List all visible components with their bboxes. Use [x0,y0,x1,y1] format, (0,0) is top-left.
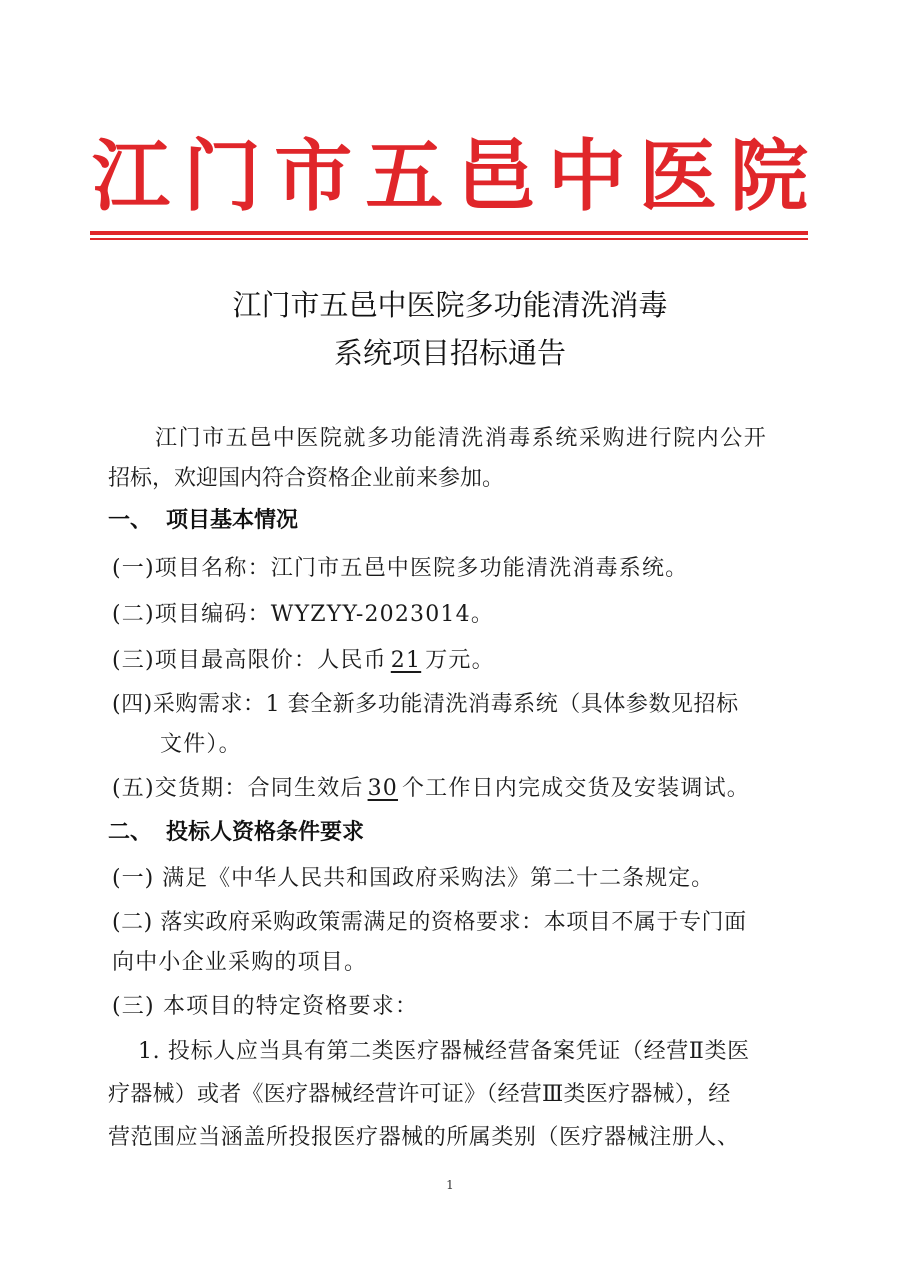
section-2-title: 投标人资格条件要求 [166,820,365,845]
budget-value: 21 [390,648,422,673]
letterhead-char: 门 [183,131,262,222]
section-2-number: 二、 [108,820,153,845]
letterhead-char: 市 [274,131,353,222]
letterhead-rule-thick [90,231,808,235]
section-1-item-1: (一)项目名称：江门市五邑中医院多功能清洗消毒系统。 [112,556,689,581]
letterhead-char: 院 [729,131,808,222]
section-2-item-2-line-2: 向中小企业采购的项目。 [112,950,368,975]
letterhead-char: 江 [92,131,171,222]
section-2-item-1: (一) 满足《中华人民共和国政府采购法》第二十二条规定。 [112,866,715,891]
document-title-line-2: 系统项目招标通告 [333,336,566,370]
page-number: 1 [446,1178,454,1192]
letterhead-char: 邑 [456,131,535,222]
intro-text: 江门市五邑中医院就多功能清洗消毒系统采购进行院内公开 [155,426,768,451]
intro-line-1 [155,424,785,454]
intro-line-2: 招标，欢迎国内符合资格企业前来参加。 [108,466,505,491]
section-1-number: 一、 [108,508,153,533]
section-1-title: 项目基本情况 [166,508,299,533]
letterhead-char: 中 [547,131,626,222]
requirement-1-line-1: 1. 投标人应当具有第二类医疗器械经营备案凭证（经营Ⅱ类医 [138,1039,750,1064]
letterhead [92,132,808,222]
letterhead-char: 五 [365,131,444,222]
section-1-item-5 [112,774,750,804]
section-1-item-2: (二)项目编码：WYZYY-2023014。 [112,602,495,627]
section-2-item-3: (三) 本项目的特定资格要求： [112,994,419,1019]
budget-unit: 万元。 [425,648,495,673]
requirement-1-line-3: 营范围应当涵盖所投报医疗器械的所属类别（医疗器械注册人、 [108,1125,740,1150]
letterhead-char: 医 [638,131,717,222]
section-1-heading [108,506,298,536]
delivery-label: (五)交货期：合同生效后 [112,776,364,801]
section-1-item-4-line-2: 文件）。 [160,732,242,757]
section-2-item-2-line-1: (二) 落实政府采购政策需满足的资格要求：本项目不属于专门面 [112,910,747,935]
requirement-1-line-2: 疗器械）或者《医疗器械经营许可证》（经营Ⅲ类医疗器械），经 [108,1082,731,1107]
delivery-text: 个工作日内完成交货及安装调试。 [401,776,750,801]
document-title-line-1: 江门市五邑中医院多功能清洗消毒 [232,288,668,322]
section-1-item-3 [112,646,495,676]
letterhead-rule-thin [90,238,808,240]
section-1-item-4-line-1: (四)采购需求：1 套全新多功能清洗消毒系统（具体参数见招标 [112,692,739,717]
delivery-days: 30 [367,776,398,801]
section-2-heading [108,818,364,848]
budget-label: (三)项目最高限价：人民币 [112,648,387,673]
